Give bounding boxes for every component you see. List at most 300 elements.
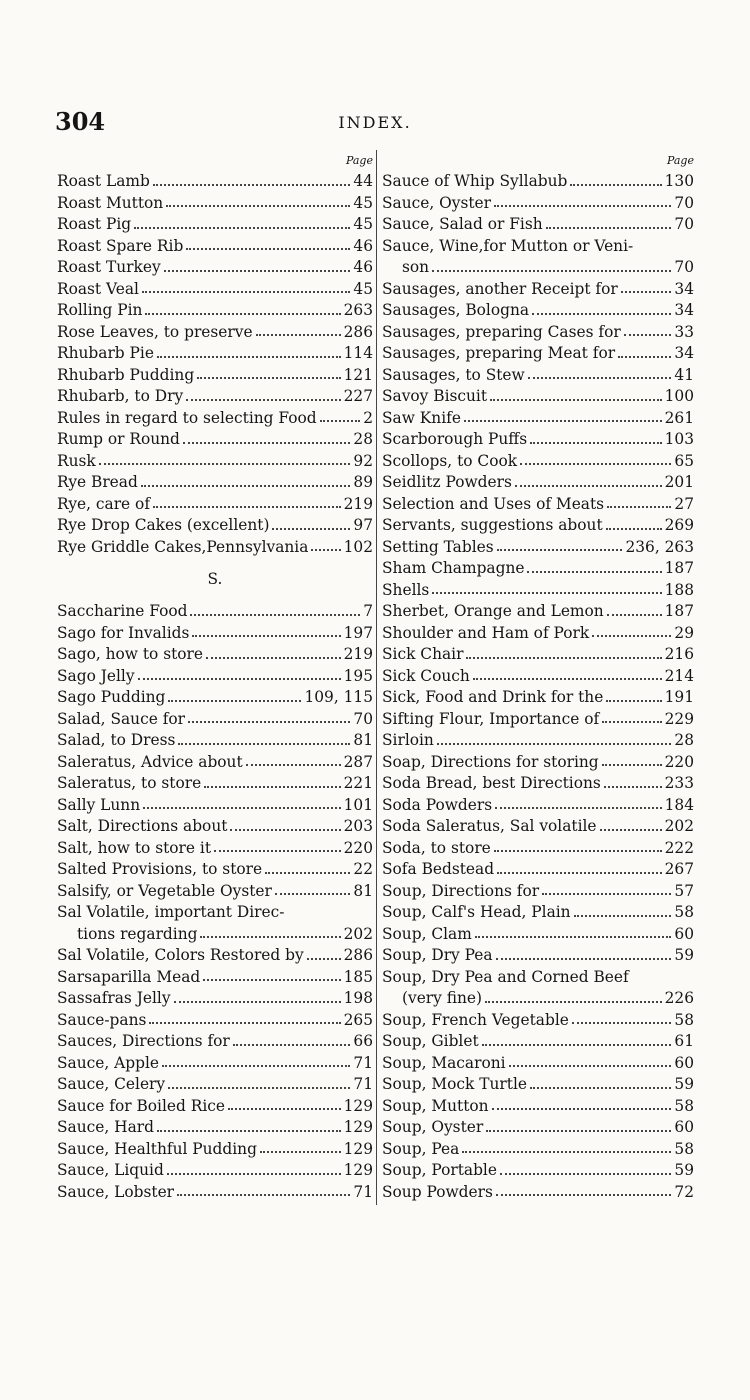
entry-page: 46: [353, 258, 373, 276]
entry-page: 130: [664, 172, 694, 190]
entry-title: Sham Champagne: [382, 559, 525, 577]
entry-page: 59: [674, 946, 694, 964]
entry-page: 72: [674, 1182, 694, 1201]
entry-title: Soup, Directions for: [382, 881, 540, 900]
index-entry: [382, 322, 694, 344]
index-entry: [382, 214, 694, 236]
entry-title: Sauce, Wine,for Mutton or Veni-: [382, 236, 634, 255]
dot-leader: [153, 184, 351, 186]
entry-page: 58: [674, 1010, 694, 1029]
entry-page: 109, 115: [304, 688, 373, 706]
entry-page: 103: [664, 430, 694, 448]
entry-title: Sauce, Liquid: [57, 1161, 164, 1179]
entry-title: Soup, Clam: [382, 924, 472, 943]
entry-page: 185: [343, 967, 373, 986]
index-entry: [57, 773, 373, 795]
index-list-s-continued: [382, 171, 694, 1203]
entry-page: 29: [674, 623, 694, 642]
entry-page: 269: [664, 516, 694, 534]
dot-leader: [183, 442, 351, 444]
dot-leader: [275, 893, 351, 895]
dot-leader: [530, 442, 662, 444]
entry-page: 57: [674, 881, 694, 900]
entry-title: Salted Provisions, to store: [57, 860, 263, 878]
index-entry: [382, 709, 694, 731]
index-entry: [57, 300, 373, 322]
dot-leader: [485, 1001, 662, 1003]
entry-page: 236, 263: [625, 537, 694, 556]
entry-title: Soup, Macaroni: [382, 1053, 506, 1072]
dot-leader: [149, 1022, 340, 1024]
entry-title: Sauce-pans: [57, 1010, 147, 1029]
entry-page: 187: [664, 602, 694, 620]
entry-title: Sauce, Hard: [57, 1118, 154, 1136]
entry-page: 60: [674, 1118, 694, 1136]
dot-leader: [138, 678, 341, 680]
entry-title: son: [402, 258, 430, 276]
dot-leader: [494, 205, 671, 207]
entry-title: Soap, Directions for storing: [382, 752, 599, 771]
entry-title: Soup, Portable: [382, 1161, 497, 1179]
index-entry: [57, 472, 373, 494]
entry-title: Selection and Uses of Meats: [382, 494, 605, 513]
dot-leader: [606, 528, 662, 530]
dot-leader: [311, 549, 340, 551]
index-entry: [382, 472, 694, 494]
index-entry: [57, 881, 373, 903]
index-entry: [57, 816, 373, 838]
index-entry: [57, 408, 373, 430]
entry-page: 34: [674, 301, 694, 319]
entry-title: Scarborough Puffs: [382, 430, 528, 448]
dot-leader: [164, 270, 351, 272]
entry-title: Savoy Biscuit: [382, 387, 488, 405]
index-entry: [57, 365, 373, 387]
entry-title: Soup, Dry Pea: [382, 946, 493, 964]
entry-page: 100: [664, 387, 694, 405]
dot-leader: [602, 764, 662, 766]
dot-leader: [607, 506, 671, 508]
dot-leader: [204, 786, 340, 788]
entry-page: 7: [363, 602, 373, 620]
entry-page: 58: [674, 903, 694, 921]
dot-leader: [99, 463, 351, 465]
entry-title: Soup, Pea: [382, 1139, 460, 1158]
entry-title: Sarsaparilla Mead: [57, 967, 201, 986]
entry-title: Sago Pudding: [57, 688, 166, 706]
entry-title: Rules in regard to selecting Food: [57, 408, 317, 427]
index-entry: [57, 945, 373, 967]
dot-leader: [437, 743, 672, 745]
index-entry: [382, 1074, 694, 1096]
entry-page: 81: [353, 881, 373, 900]
entry-page: 129: [343, 1096, 373, 1115]
index-entry: [382, 881, 694, 903]
entry-page: 66: [353, 1032, 373, 1050]
entry-page: 45: [353, 193, 373, 212]
entry-title: Roast Turkey: [57, 258, 161, 276]
index-entry: [382, 902, 694, 924]
entry-title: Soup, Mock Turtle: [382, 1075, 527, 1093]
entry-page: 203: [343, 817, 373, 835]
index-entry: [382, 687, 694, 709]
index-entry: [382, 580, 694, 602]
dot-leader: [186, 248, 350, 250]
entry-title: Saleratus, Advice about: [57, 752, 243, 771]
dot-leader: [186, 399, 340, 401]
index-entry: [57, 1031, 373, 1053]
index-entry: [57, 709, 373, 731]
entry-title: Roast Lamb: [57, 172, 150, 190]
index-entry: [382, 193, 694, 215]
entry-title: Roast Veal: [57, 279, 139, 298]
entry-page: 220: [664, 752, 694, 771]
entry-title: Sauce, Lobster: [57, 1182, 175, 1201]
entry-page: 70: [674, 193, 694, 212]
index-entry: [382, 408, 694, 430]
entry-page: 60: [674, 924, 694, 943]
entry-page: 61: [674, 1032, 694, 1050]
dot-leader: [153, 506, 341, 508]
dot-leader: [500, 1173, 671, 1175]
dot-leader: [177, 1194, 350, 1196]
index-entry: [57, 988, 373, 1010]
entry-title: Sausages, another Receipt for: [382, 279, 618, 298]
dot-leader: [143, 807, 341, 809]
entry-page: 261: [664, 408, 694, 427]
entry-title: Sauce, Celery: [57, 1075, 166, 1093]
entry-title: Roast Spare Rib: [57, 236, 184, 255]
index-entry: [57, 644, 373, 666]
entry-page: 220: [343, 838, 373, 857]
dot-leader: [462, 1151, 671, 1153]
index-entry: [382, 1182, 694, 1204]
entry-title: Saleratus, to store: [57, 774, 202, 792]
index-entry: [382, 494, 694, 516]
entry-page: 114: [343, 344, 373, 362]
page-header: [55, 107, 695, 137]
index-entry: [57, 1096, 373, 1118]
running-title: INDEX.: [338, 113, 412, 132]
index-entry: [382, 386, 694, 408]
entry-title: Soup, French Vegetable: [382, 1010, 569, 1029]
dot-leader: [494, 850, 662, 852]
index-entry: [57, 838, 373, 860]
entry-page: 70: [353, 709, 373, 728]
entry-title: Sausages, to Stew: [382, 365, 525, 384]
entry-page: 28: [674, 731, 694, 749]
entry-page: 191: [664, 688, 694, 706]
entry-page: 59: [674, 1161, 694, 1179]
entry-page: 229: [664, 709, 694, 728]
dot-leader: [542, 893, 671, 895]
index-entry: [382, 623, 694, 645]
dot-leader: [515, 485, 662, 487]
index-entry: [382, 171, 694, 193]
entry-title: Sauce, Healthful Pudding: [57, 1139, 257, 1158]
entry-page: 89: [353, 473, 373, 491]
dot-leader: [490, 399, 662, 401]
page-column-label: Page: [666, 154, 694, 167]
dot-leader: [464, 420, 662, 422]
entry-title: Sofa Bedstead: [382, 860, 495, 878]
entry-title: Rump or Round: [57, 430, 180, 448]
entry-title: Sago for Invalids: [57, 623, 190, 642]
index-entry: [382, 537, 694, 559]
dot-leader: [214, 850, 341, 852]
dot-leader: [272, 528, 350, 530]
index-entry: [57, 1139, 373, 1161]
entry-page: 287: [343, 752, 373, 771]
dot-leader: [256, 334, 341, 336]
index-entry: [57, 279, 373, 301]
entry-title: Sal Volatile, Colors Restored by: [57, 946, 304, 964]
dot-leader: [192, 635, 340, 637]
entry-page: 129: [343, 1118, 373, 1136]
entry-page: 201: [664, 473, 694, 491]
index-entry: [382, 1053, 694, 1075]
index-entry: [57, 214, 373, 236]
entry-page: 45: [353, 279, 373, 298]
dot-leader: [492, 1108, 672, 1110]
entry-title: Sauces, Directions for: [57, 1032, 230, 1050]
index-entry: [382, 945, 694, 967]
dot-leader: [570, 184, 661, 186]
entry-page: 184: [664, 795, 694, 814]
entry-title: Sick Couch: [382, 666, 470, 685]
entry-page: 221: [343, 774, 373, 792]
entry-page: 97: [353, 516, 373, 534]
entry-page: 219: [343, 645, 373, 663]
dot-leader: [546, 227, 672, 229]
entry-page: 34: [674, 344, 694, 362]
entry-page: 219: [343, 494, 373, 513]
index-entry: [382, 1139, 694, 1161]
entry-page: 46: [353, 236, 373, 255]
index-entry: [57, 601, 373, 623]
index-entry: [57, 322, 373, 344]
dot-leader: [168, 1087, 350, 1089]
dot-leader: [233, 1044, 351, 1046]
entry-title: Rye Drop Cakes (excellent): [57, 516, 270, 534]
entry-page: 101: [343, 795, 373, 814]
index-entry: [57, 924, 373, 946]
index-entry: [57, 1160, 373, 1182]
dot-leader: [572, 1022, 672, 1024]
dot-leader: [482, 1044, 672, 1046]
entry-page: 59: [674, 1075, 694, 1093]
entry-page: 33: [674, 322, 694, 341]
entry-title: Rhubarb, to Dry: [57, 387, 184, 405]
index-entry: [382, 730, 694, 752]
index-entry: [57, 1074, 373, 1096]
entry-title: Shoulder and Ham of Pork: [382, 623, 590, 642]
index-entry: [57, 257, 373, 279]
index-entry: [57, 666, 373, 688]
entry-page: 195: [343, 666, 373, 685]
dot-leader: [188, 721, 350, 723]
entry-page: 44: [353, 172, 373, 190]
dot-leader: [497, 872, 662, 874]
entry-title: Salad, Sauce for: [57, 709, 186, 728]
entry-title: Salsify, or Vegetable Oyster: [57, 881, 272, 900]
entry-title: Soup, Calf's Head, Plain: [382, 903, 571, 921]
entry-title: Sifting Flour, Importance of: [382, 709, 600, 728]
index-entry: [382, 300, 694, 322]
entry-title: Soda Powders: [382, 795, 493, 814]
section-heading-s: S.: [207, 570, 223, 588]
entry-page: 263: [343, 301, 373, 319]
dot-leader: [166, 205, 350, 207]
left-column: [57, 150, 373, 1203]
index-entry: [382, 515, 694, 537]
index-entry: [382, 859, 694, 881]
index-entry: [382, 1031, 694, 1053]
dot-leader: [320, 420, 361, 422]
entry-page: 121: [343, 365, 373, 384]
dot-leader: [178, 743, 350, 745]
index-entry: [57, 687, 373, 709]
entry-title: Sick, Food and Drink for the: [382, 688, 604, 706]
index-entry: [57, 494, 373, 516]
entry-title: Sago Jelly: [57, 666, 135, 685]
entry-title: Sauce, Apple: [57, 1053, 159, 1072]
index-entry: [382, 451, 694, 473]
index-entry: [57, 902, 373, 924]
entry-title: Sausages, preparing Meat for: [382, 344, 616, 362]
index-entry: [57, 623, 373, 645]
dot-leader: [145, 313, 340, 315]
right-column: [382, 150, 694, 1203]
index-entry: [382, 666, 694, 688]
dot-leader: [574, 915, 672, 917]
entry-title: Rolling Pin: [57, 301, 143, 319]
index-entry: [57, 752, 373, 774]
index-entry: [57, 537, 373, 559]
entry-title: Soda Saleratus, Sal volatile: [382, 817, 597, 835]
index-entry: [382, 601, 694, 623]
dot-leader: [190, 614, 360, 616]
dot-leader: [486, 1130, 671, 1132]
entry-page: 102: [343, 537, 373, 556]
index-entry: [382, 967, 694, 989]
index-entry: [57, 1182, 373, 1204]
index-entry: [382, 429, 694, 451]
index-entry: [382, 558, 694, 580]
entry-title: Soup Powders: [382, 1182, 493, 1201]
entry-title: Shells: [382, 580, 430, 599]
dot-leader: [607, 614, 662, 616]
entry-page: 187: [664, 559, 694, 577]
index-entry: [57, 429, 373, 451]
entry-page: 58: [674, 1139, 694, 1158]
index-entry: [57, 343, 373, 365]
entry-title: Sago, how to store: [57, 645, 204, 663]
entry-page: 45: [353, 215, 373, 233]
dot-leader: [142, 291, 350, 293]
dot-leader: [495, 807, 661, 809]
entry-page: 27: [674, 494, 694, 513]
index-entry: [382, 838, 694, 860]
entry-page: 28: [353, 430, 373, 448]
dot-leader: [621, 291, 672, 293]
entry-title: Saccharine Food: [57, 602, 188, 620]
entry-title: tions regarding: [77, 924, 198, 943]
index-entry: [382, 988, 694, 1010]
entry-title: Rose Leaves, to preserve: [57, 322, 253, 341]
entry-title: Sauce of Whip Syllabub: [382, 172, 568, 190]
entry-page: 198: [343, 989, 373, 1007]
entry-page: 71: [353, 1075, 373, 1093]
entry-title: Roast Pig: [57, 215, 132, 233]
dot-leader: [496, 958, 672, 960]
entry-page: 216: [664, 645, 694, 663]
index-entry: [382, 1117, 694, 1139]
entry-page: 233: [664, 774, 694, 792]
entry-title: Sauce for Boiled Rice: [57, 1096, 225, 1115]
index-entry: [57, 730, 373, 752]
entry-title: Sal Volatile, important Direc-: [57, 903, 285, 921]
entry-title: Soup, Giblet: [382, 1032, 479, 1050]
entry-page: 71: [353, 1182, 373, 1201]
dot-leader: [307, 958, 341, 960]
dot-leader: [509, 1065, 672, 1067]
entry-title: Servants, suggestions about: [382, 516, 603, 534]
dot-leader: [134, 227, 350, 229]
entry-title: Sausages, Bologna: [382, 301, 530, 319]
index-entry: [57, 451, 373, 473]
index-entry: [382, 752, 694, 774]
entry-title: Rhubarb Pudding: [57, 365, 195, 384]
entry-page: 129: [343, 1161, 373, 1179]
index-entry: [57, 171, 373, 193]
entry-page: 2: [363, 408, 373, 427]
index-entry: [382, 343, 694, 365]
entry-title: Sick Chair: [382, 645, 464, 663]
dot-leader: [203, 979, 340, 981]
index-entry: [382, 1010, 694, 1032]
entry-title: Soup, Mutton: [382, 1096, 489, 1115]
entry-title: Soup, Dry Pea and Corned Beef: [382, 967, 629, 986]
index-entry: [57, 193, 373, 215]
entry-page: 197: [343, 623, 373, 642]
entry-title: Soda Bread, best Directions: [382, 774, 601, 792]
entry-page: 22: [353, 860, 373, 878]
entry-title: Rhubarb Pie: [57, 344, 154, 362]
index-entry: [382, 924, 694, 946]
index-entry: [57, 795, 373, 817]
index-entry: [57, 236, 373, 258]
entry-page: 58: [674, 1096, 694, 1115]
page-number: 304: [55, 107, 106, 136]
dot-leader: [624, 334, 672, 336]
dot-leader: [246, 764, 341, 766]
dot-leader: [606, 700, 661, 702]
index-entry: [57, 967, 373, 989]
dot-leader: [157, 356, 341, 358]
dot-leader: [168, 700, 301, 702]
dot-leader: [496, 1194, 672, 1196]
dot-leader: [162, 1065, 350, 1067]
dot-leader: [497, 549, 623, 551]
index-entry: [57, 1053, 373, 1075]
page-column-label: Page: [345, 154, 373, 167]
entry-page: 129: [343, 1139, 373, 1158]
entry-title: Seidlitz Powders: [382, 473, 512, 491]
index-entry: [382, 795, 694, 817]
entry-page: 265: [343, 1010, 373, 1029]
dot-leader: [602, 721, 661, 723]
